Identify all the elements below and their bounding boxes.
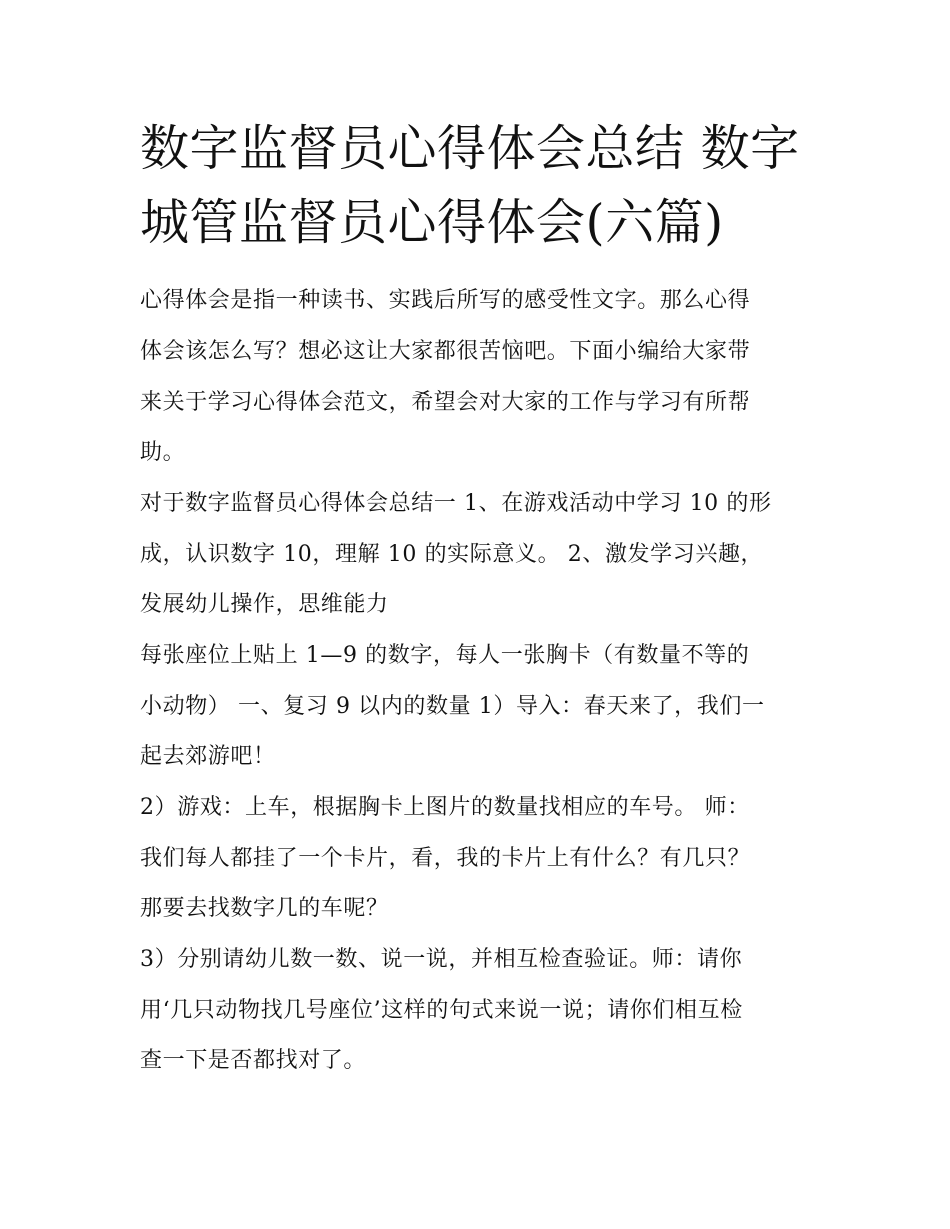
body-line: 助。 (140, 440, 186, 465)
body-line: 对于数字监督员心得体会总结一 1、在游戏活动中学习 10 的形 (140, 491, 772, 516)
document-title-line-2: 城管监督员心得体会(六篇) (140, 194, 724, 251)
body-line: 来关于学习心得体会范文，希望会对大家的工作与学习有所帮 (140, 390, 751, 415)
body-line: 3）分别请幼儿数一数、说一说，并相互检查验证。师：请你 (140, 947, 743, 972)
body-line: 心得体会是指一种读书、实践后所写的感受性文字。那么心得 (140, 288, 751, 313)
body-line: 用‘几只动物找几号座位’这样的句式来说一说；请你们相互检 (140, 998, 743, 1023)
body-line: 体会该怎么写？想必这让大家都很苦恼吧。下面小编给大家带 (140, 339, 751, 364)
body-line: 成，认识数字 10，理解 10 的实际意义。 2、激发学习兴趣， (140, 542, 764, 567)
body-line: 每张座位上贴上 1—9 的数字，每人一张胸卡（有数量不等的 (140, 643, 750, 668)
body-line: 发展幼儿操作，思维能力 (140, 592, 389, 617)
body-line: 起去郊游吧！ (140, 744, 276, 769)
body-line: 小动物） 一、复习 9 以内的数量 1）导入：春天来了，我们一 (140, 694, 765, 719)
document-title-line-1: 数字监督员心得体会总结 数字 (140, 120, 800, 177)
body-line: 那要去找数字几的车呢？ (140, 896, 389, 921)
body-line: 2）游戏：上车，根据胸卡上图片的数量找相应的车号。 师： (140, 795, 750, 820)
body-line: 查一下是否都找对了。 (140, 1048, 367, 1073)
body-line: 我们每人都挂了一个卡片，看，我的卡片上有什么？有几只？ (140, 846, 751, 871)
